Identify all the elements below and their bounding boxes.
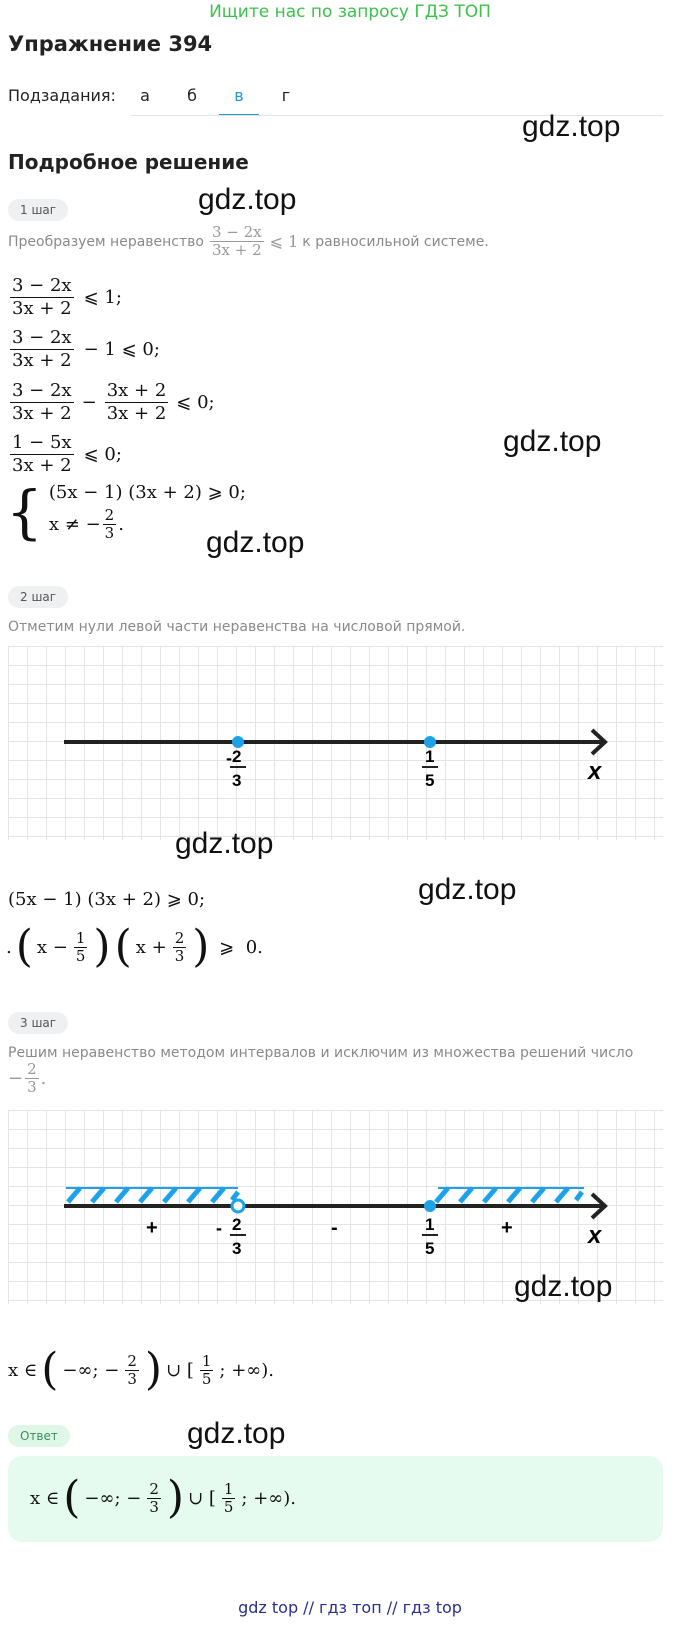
fraction-numerator: 1 [201,1351,212,1370]
answer-badge: Ответ [8,1425,70,1447]
fraction [10,432,74,477]
paren-close: ) [93,921,111,972]
result-tail: ; +∞). [241,1487,297,1509]
math-factored-1: (5x − 1) (3x + 2) ⩾ 0; [8,889,206,910]
fraction-denominator: 3x + 2 [12,350,72,371]
fraction-numerator: 2 [104,506,115,524]
step3-text: Решим неравенство методом интервалов и исключим из множества решений число [8,1045,634,1061]
label-num-1: 1 [425,747,435,766]
tab-b[interactable]: б [187,86,197,105]
top-banner[interactable]: Ищите нас по запросу ГДЗ ТОП [209,2,491,22]
fraction [74,930,88,965]
watermark: gdz.top [522,110,621,143]
fraction [25,1061,39,1096]
system-line-2-prefix: x ≠ − [48,514,101,535]
neg-sign-label: - [226,748,232,768]
result-union: ∪ [ [188,1487,216,1509]
footer-links[interactable]: gdz top // гдз топ // гдз top [238,1598,462,1617]
fraction-denominator: 3x + 2 [211,241,262,259]
fraction-denominator: 5 [75,946,86,965]
fraction-numerator: 3 − 2x [211,223,262,241]
fraction [200,1353,214,1388]
system-line-1: (5x − 1) (3x + 2) ⩾ 0; [48,482,246,503]
math-line-1 [8,275,122,320]
math-line-4 [8,432,122,477]
fraction-numerator: 1 [75,928,86,947]
fraction [173,930,187,965]
fraction-numerator: 3 − 2x [12,275,72,296]
watermark: gdz.top [418,873,517,906]
label-num-2: 2 [232,1215,242,1234]
math-x: x + [135,936,167,958]
watermark: gdz.top [175,827,274,860]
fraction-denominator: 3x + 2 [12,455,72,476]
fraction-denominator: 3x + 2 [12,403,72,424]
fraction [10,327,74,372]
fraction-denominator: 3 [104,524,115,542]
watermark: gdz.top [198,183,297,216]
fraction-numerator: 1 − 5x [12,432,72,453]
axis-label-x: x [588,758,602,785]
label-den-5: 5 [425,1239,435,1258]
step-badge-3: 3 шаг [8,1012,68,1034]
tab-g[interactable]: г [281,86,291,105]
fraction-numerator: 1 [223,1479,234,1498]
watermark: gdz.top [514,1270,613,1303]
result-prefix: x ∈ [30,1487,60,1509]
result-line [8,1344,275,1395]
math-line-3 [8,380,215,425]
math-dot: . [6,936,12,958]
fraction [105,380,169,425]
page-title: Упражнение 394 [8,32,213,56]
fraction-denominator: 3x + 2 [106,403,167,424]
result-union: ∪ [ [166,1359,194,1381]
solution-heading: Подробное решение [8,150,249,174]
fraction-denominator: 3 [149,1497,159,1516]
math-rhs: ⩽ 0; [176,392,215,413]
watermark: gdz.top [503,425,602,458]
sign-plus-left: + [146,1217,158,1239]
paren-close: ) [144,1344,163,1395]
fraction-denominator: 3x + 2 [12,298,72,319]
step1-rhs: ⩽ 1 [269,232,299,251]
paren-open: ( [15,921,33,972]
point-one-fifth [424,1200,436,1212]
fraction-numerator: 2 [174,928,185,947]
watermark: gdz.top [187,1417,286,1450]
fraction [10,380,74,425]
result-prefix: x ∈ [8,1359,38,1381]
fraction-numerator: 2 [27,1060,37,1078]
fraction-numerator: 2 [127,1351,137,1370]
paren-close: ) [192,921,210,972]
number-line-1-svg [8,646,663,840]
fraction-numerator: 3 − 2x [12,380,72,401]
point-neg-two-thirds-open [232,1200,244,1212]
step1-fraction [210,224,264,259]
paren-close: ) [166,1472,185,1523]
step1-text [8,224,489,259]
math-factored-2 [6,921,263,972]
fraction-denominator: 3 [127,1369,137,1388]
fraction-denominator: 5 [223,1497,234,1516]
math-rhs: ⩽ 1; [83,287,122,308]
hatching-right [436,1188,584,1202]
label-den-3: 3 [232,1239,242,1258]
paren-open: ( [114,921,132,972]
minus-sign: − [8,1068,24,1089]
fraction [125,1353,139,1388]
step3-excluded-number [8,1061,46,1096]
subtasks-label: Подзадания: [8,86,116,105]
watermark: gdz.top [206,526,305,559]
period: . [118,514,124,535]
period: . [40,1068,47,1089]
sign-plus-right: + [501,1217,513,1239]
axis-label-x: x [588,1222,602,1249]
math-rhs: − 1 ⩽ 0; [83,339,160,360]
label-den-3: 3 [232,771,242,790]
fraction-numerator: 3x + 2 [106,380,167,401]
hatching-left [66,1188,238,1202]
step1-text-before: Преобразуем неравенство [8,233,204,250]
fraction [222,1481,236,1516]
tab-a[interactable]: а [140,86,150,105]
step-badge-1: 1 шаг [8,199,68,221]
result-tail: ; +∞). [219,1359,275,1381]
math-rhs: ⩾ 0. [213,936,263,958]
sign-minus-middle: - [331,1217,338,1239]
system-brace: { [6,478,43,546]
step1-text-after: к равносильной системе. [302,233,489,250]
fraction [103,507,117,542]
number-line-1 [8,646,663,840]
paren-open: ( [41,1344,59,1395]
fraction-denominator: 5 [201,1369,212,1388]
math-rhs: ⩽ 0; [83,444,122,465]
fraction-numerator: 3 − 2x [12,327,72,348]
result-neg-inf: −∞; − [84,1487,142,1509]
label-num-2: 2 [232,747,242,766]
minus-sign: − [81,392,97,413]
fraction-denominator: 3 [27,1078,37,1096]
paren-open: ( [63,1472,81,1523]
fraction [10,275,74,320]
step-badge-2: 2 шаг [8,586,68,608]
fraction-denominator: 3 [174,946,185,965]
result-neg-inf: −∞; − [62,1359,120,1381]
answer-box [8,1456,663,1542]
label-num-1: 1 [425,1215,435,1234]
fraction [147,1481,161,1516]
answer-content [30,1472,297,1523]
fraction-numerator: 2 [149,1479,159,1498]
tab-v[interactable]: в [219,86,259,105]
math-line-2 [8,327,160,372]
label-den-5: 5 [425,771,435,790]
math-x: x − [36,936,68,958]
step2-text: Отметим нули левой части неравенства на числовой прямой. [8,619,466,635]
neg-sign-label: - [216,1218,222,1238]
